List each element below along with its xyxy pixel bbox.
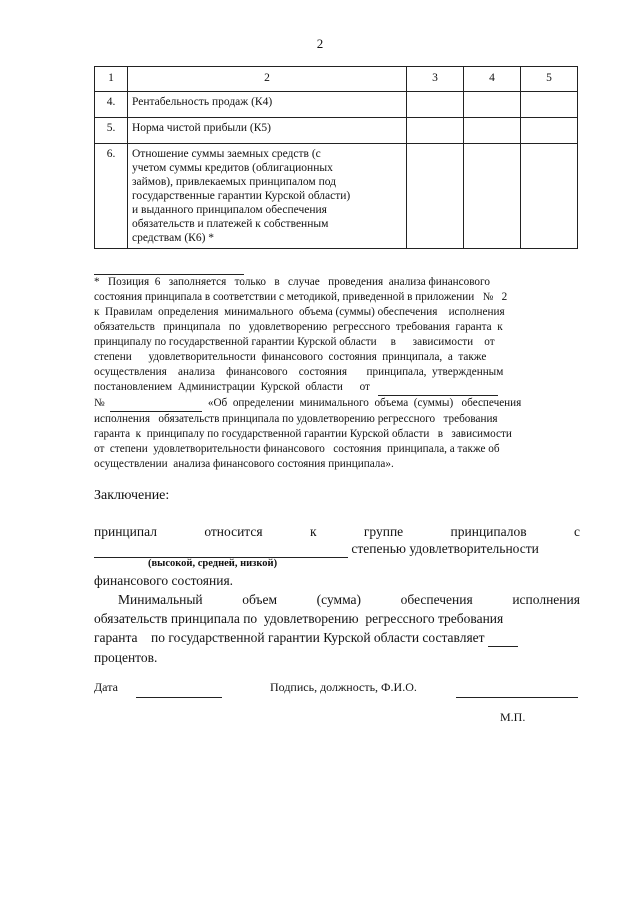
header-cell: 5 (521, 67, 578, 92)
footnote-line: исполнения обязательств принципала по удовлетворению регрессного требования (94, 413, 498, 425)
para2-line-1 (94, 591, 580, 608)
para2-line: обязательств принципала по удовлетворению регрессного требования (94, 611, 504, 626)
footnote-text: № (94, 397, 105, 409)
footnote-line: состояния принципала в соответствии с методикой, приведенной в приложении № 2 (94, 291, 508, 303)
empty-cell (407, 92, 464, 118)
footnote-line: осуществлении анализа финансового состояния принципала». (94, 458, 394, 470)
row-label-line: государственные гарантии Курской области) (132, 190, 351, 202)
conclusion-text: финансового состояния. (94, 573, 234, 588)
stamp-label: М.П. (500, 710, 526, 724)
empty-cell (407, 144, 464, 249)
date-label: Дата (94, 680, 118, 694)
row-label-line: Отношение суммы заемных средств (с (132, 148, 321, 160)
conclusion-line-2 (94, 540, 580, 558)
empty-cell (407, 118, 464, 144)
row-label: Рентабельность продаж (К4) (128, 92, 407, 118)
date-line (136, 697, 222, 698)
footnote-line: принципалу по государственной гарантии Курской области в зависимости от (94, 336, 495, 348)
table-row (95, 92, 578, 118)
footnote-line (94, 396, 580, 412)
row-label-line: учетом суммы кредитов (облигационных (132, 162, 333, 174)
row-label-line: займов), привлекаемых принципалом под (132, 176, 336, 188)
word: группе (363, 524, 404, 539)
footnote-line: гаранта к принципалу по государственной гарантии Курской области в зависимости (94, 428, 512, 440)
footnote-line (94, 380, 580, 396)
signature-label: Подпись, должность, Ф.И.О. (270, 680, 417, 694)
conclusion-line-1 (94, 523, 580, 540)
word: принципал (94, 524, 157, 539)
footnote-text: постановлением Администрации Курской области от (94, 381, 370, 393)
conclusion-title: Заключение: (94, 488, 170, 503)
word: относится (204, 524, 263, 539)
para2-text: гаранта по государственной гарантии Курской области составляет (94, 630, 485, 645)
header-cell: 1 (95, 67, 128, 92)
word: принципалов (450, 524, 527, 539)
percent-blank (488, 629, 518, 647)
page-number: 2 (316, 36, 324, 51)
footnote (94, 272, 580, 472)
para2-text (94, 591, 580, 666)
row-number: 6. (95, 144, 128, 249)
row-label-line: обязательств и платежей к собственным (132, 218, 329, 230)
word: исполнения (512, 592, 580, 607)
table-row (95, 118, 578, 144)
header-cell: 4 (464, 67, 521, 92)
empty-cell (464, 92, 521, 118)
table-row (95, 144, 578, 249)
para2-line: процентов. (94, 650, 158, 665)
row-label: Норма чистой прибыли (К5) (128, 118, 407, 144)
date-blank (378, 380, 498, 396)
footnote-line: к Правилам определения минимального объема (суммы) обеспечения исполнения (94, 306, 505, 318)
footnote-line: * Позиция 6 заполняется только в случае проведения анализа финансового (94, 276, 490, 288)
word: (сумма) (316, 592, 362, 607)
footnote-line: осуществления анализа финансового состояния принципала, утвержденным (94, 366, 504, 378)
row-number: 4. (95, 92, 128, 118)
row-label-line: средствам (К6) * (132, 232, 215, 244)
group-blank (94, 540, 348, 558)
indicators-table (94, 66, 578, 249)
group-options-label: (высокой, средней, низкой) (148, 558, 278, 569)
row-label-line: и выданного принципалом обеспечения (132, 204, 327, 216)
footnote-line: от степени удовлетворительности финансового состояния принципала, а также об (94, 443, 500, 455)
word: Минимальный (118, 592, 203, 607)
empty-cell (464, 118, 521, 144)
para2-line (94, 629, 580, 647)
conclusion-text: степенью удовлетворительности (351, 541, 539, 556)
empty-cell (521, 144, 578, 249)
signature-line (456, 697, 578, 698)
empty-cell (521, 118, 578, 144)
empty-cell (464, 144, 521, 249)
row-label (128, 144, 407, 249)
empty-cell (521, 92, 578, 118)
footnote-text: «Об определении минимального объема (суммы) обеспечения (207, 397, 522, 409)
footnote-line: степени удовлетворительности финансового состояния принципала, а также (94, 351, 487, 363)
header-cell: 2 (128, 67, 407, 92)
footnote-line: обязательств принципала по удовлетворению регрессного требования гаранта к (94, 321, 503, 333)
row-number: 5. (95, 118, 128, 144)
number-blank (110, 396, 202, 412)
word: к (309, 524, 317, 539)
word: обеспечения (400, 592, 473, 607)
header-cell: 3 (407, 67, 464, 92)
word: объем (242, 592, 278, 607)
table-header-row (95, 67, 578, 92)
word: с (573, 524, 580, 539)
